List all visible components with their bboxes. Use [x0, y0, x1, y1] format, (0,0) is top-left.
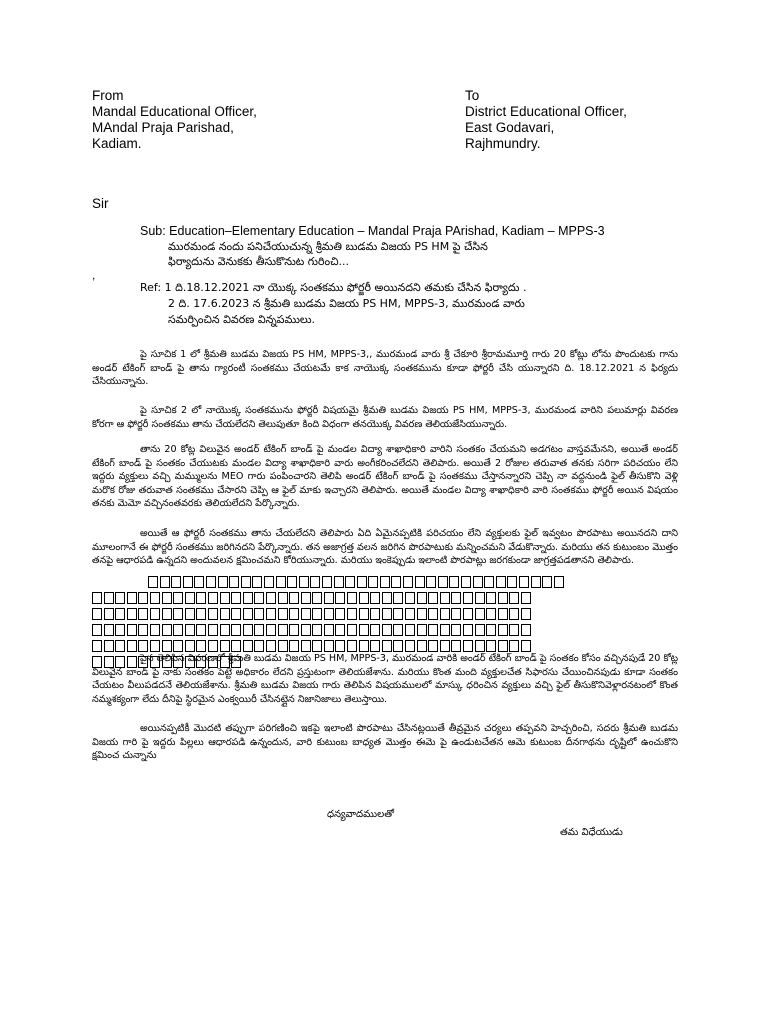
paragraph-1: పై సూచిక 1 లో శ్రీమతి బుడమ విజయ PS HM, MPPS-3,, మురమండ వారు శ్రీ చేకూరి శ్రీరామమూర్తి గారు 20 కోట్లు లోను పొందుటకు గాను అండర్ టేకింగ్ బాండ్ పై తాను గ్యారంటీ సంతకము చేయటమే కాక నాయొక్క సంతకమును కూడా ఫోర్జరీ చేసి యున్నారని ది. 18.12.2021 న ఫిర్యదు చేసియున్నాను.: [92, 349, 678, 387]
missing-glyph-box: [254, 608, 264, 620]
missing-glyph-box: [382, 608, 392, 620]
missing-glyph-box: [162, 592, 172, 604]
missing-glyph-box: [463, 608, 473, 620]
missing-glyph-box: [185, 640, 195, 652]
missing-glyph-box: [150, 640, 160, 652]
missing-glyph-box: [438, 576, 448, 588]
missing-glyph-box: [463, 624, 473, 636]
missing-glyph-box: [183, 576, 193, 588]
missing-glyph-box: [115, 608, 125, 620]
from-label: From: [92, 88, 124, 103]
missing-glyph-box: [229, 576, 239, 588]
missing-glyph-box: [486, 592, 496, 604]
missing-glyph-box: [92, 592, 102, 604]
missing-glyph-box: [463, 640, 473, 652]
missing-glyph-box: [173, 624, 183, 636]
missing-glyph-box: [451, 624, 461, 636]
subject-line-2: మురమండ నందు పనిచేయుచున్న శ్రీమతి బుడమ విజయ PS HM పై చేసిన: [168, 240, 488, 253]
missing-glyph-box: [509, 608, 519, 620]
missing-glyph-box: [148, 576, 158, 588]
salutation: Sir: [92, 196, 109, 211]
missing-glyph-box: [196, 592, 206, 604]
missing-glyph-box: [440, 592, 450, 604]
missing-glyph-box: [312, 624, 322, 636]
missing-glyph-box: [264, 576, 274, 588]
missing-glyph-box: [243, 624, 253, 636]
missing-glyph-box: [231, 624, 241, 636]
missing-glyph-box: [359, 592, 369, 604]
missing-glyph-box: [299, 576, 309, 588]
missing-glyph-box: [475, 640, 485, 652]
missing-glyph-box: [278, 592, 288, 604]
paragraph-5: పైన తెలిపిన వివరణలో శ్రీమతి బుడమ విజయ PS HM, MPPS-3, మురమండ వారికి అండర్ టేకింగ్ బాండ్ పై సంతకం కోసం వచ్చినపుడే 20 కోట్ల విలువైన బాండ్ పై నాకు సంతకం పెట్టె అధికారం లేదని ప్రస్తుటంగా తెలియజేశాను. మరియు కొంత మంది వ్యక్తులచేత సిఫారసు చేయించినపుడు కూడా సంతకం చేయటం వీలుపడదనే తెలియజేశాను. శ్రీమతి బుడమ విజయ గారు తెలిపిన విషయములలో మాస్కు ధరించిన వ్యక్తులు వచ్చి ఫైల్ తీసుకొనివెళ్లారనటంలో కొంత నమ్మశక్యంగా లేదు దీనిపై స్థిరమైన ఎంక్వయిరీ చేసినట్లైన నిజానిజాలు తెలుస్తాయి.: [92, 653, 678, 705]
missing-glyph-box: [278, 640, 288, 652]
missing-glyph-box: [127, 608, 137, 620]
missing-glyph-box: [115, 624, 125, 636]
missing-glyph-box: [475, 592, 485, 604]
missing-glyph-box: [287, 576, 297, 588]
missing-glyph-box: [393, 608, 403, 620]
missing-glyph-box: [449, 576, 459, 588]
missing-glyph-box: [486, 608, 496, 620]
missing-glyph-box: [138, 640, 148, 652]
missing-glyph-box: [104, 592, 114, 604]
missing-glyph-box: [254, 624, 264, 636]
missing-glyph-box: [370, 624, 380, 636]
missing-glyph-box: [370, 640, 380, 652]
missing-glyph-box: [220, 592, 230, 604]
missing-glyph-box: [301, 640, 311, 652]
to-line-1: District Educational Officer,: [465, 104, 627, 119]
subject-line-3: ఫిర్యాదును వెనుకకు తీసుకొనుట గురించి...: [168, 255, 349, 268]
missing-glyph-box: [312, 608, 322, 620]
subject-line-1: Sub: Education–Elementary Education – Mandal Praja PArishad, Kadiam – MPPS-3: [140, 224, 605, 238]
missing-glyph-box: [428, 640, 438, 652]
to-line-3: Rajhmundry.: [465, 136, 541, 151]
missing-glyph-box: [393, 624, 403, 636]
missing-glyph-box: [206, 576, 216, 588]
missing-glyph-box: [531, 576, 541, 588]
missing-glyph-box: [475, 608, 485, 620]
missing-glyph-box: [426, 576, 436, 588]
missing-glyph-box: [301, 624, 311, 636]
missing-glyph-box: [335, 592, 345, 604]
reference-block: [140, 280, 700, 328]
missing-glyph-box: [196, 608, 206, 620]
missing-glyph-box: [104, 640, 114, 652]
missing-glyph-box: [104, 624, 114, 636]
to-address: [465, 88, 627, 152]
missing-glyph-box: [115, 592, 125, 604]
missing-glyph-box: [150, 592, 160, 604]
to-line-2: East Godavari,: [465, 120, 555, 135]
paragraph-4: అయితే ఆ ఫోర్జరీ సంతకము తాను చేయలేదని తెలిపారు ఏది ఏమైనప్పటికి పరిచయం లేని వ్యక్తులకు ఫైల్ ఇవ్వటం పొరపాటు అయినదని దాని మూలంగానే ఈ ఫోర్జరీ సంతకము జరిగినదని పేర్కొన్నారు. తన అజాగ్రత్త వలన జరిగిన పొరపాటుకు మన్నించమని వేడుకొన్నారు. మరియు తన కుటుంబం మొత్తం తనపై ఆధారపడి ఉన్నదని అందువలన క్షమించమని కోరియున్నారు. మరియు ఇంకెప్పుడు ఇలాంటి పొరపాట్లు జరగకుండా జాగ్రత్తపడతానని తెలిపారు.: [92, 528, 678, 566]
missing-glyph-box: [208, 640, 218, 652]
missing-glyph-box: [370, 592, 380, 604]
from-line-3: Kadiam.: [92, 136, 142, 151]
missing-glyph-box: [335, 608, 345, 620]
missing-glyph-box: [405, 640, 415, 652]
missing-glyph-box: [324, 608, 334, 620]
missing-glyph-box: [347, 608, 357, 620]
missing-glyph-row: [92, 592, 678, 608]
missing-glyph-box: [289, 624, 299, 636]
missing-glyph-box: [289, 608, 299, 620]
missing-glyph-box: [92, 608, 102, 620]
missing-glyph-box: [218, 576, 228, 588]
missing-glyph-box: [266, 592, 276, 604]
missing-glyph-box: [347, 640, 357, 652]
missing-glyph-box: [498, 624, 508, 636]
missing-glyph-box: [357, 576, 367, 588]
missing-glyph-box: [160, 576, 170, 588]
missing-glyph-box: [310, 576, 320, 588]
missing-glyph-box: [208, 592, 218, 604]
missing-glyph-box: [92, 624, 102, 636]
missing-glyph-box: [208, 608, 218, 620]
missing-glyph-box: [324, 624, 334, 636]
missing-glyph-box: [417, 592, 427, 604]
missing-glyph-box: [393, 640, 403, 652]
missing-glyph-row: [92, 608, 678, 624]
missing-glyph-box: [335, 624, 345, 636]
missing-glyph-box: [243, 608, 253, 620]
stray-comma: ,: [92, 268, 96, 282]
missing-glyph-box: [347, 624, 357, 636]
missing-glyph-box: [461, 576, 471, 588]
missing-glyph-box: [322, 576, 332, 588]
missing-glyph-box: [473, 576, 483, 588]
missing-glyph-box: [127, 640, 137, 652]
missing-glyph-box: [127, 592, 137, 604]
missing-glyph-box: [347, 592, 357, 604]
missing-glyph-box: [196, 624, 206, 636]
missing-glyph-box: [359, 624, 369, 636]
missing-glyph-box: [335, 640, 345, 652]
missing-glyph-box: [289, 640, 299, 652]
missing-glyph-box: [415, 576, 425, 588]
missing-glyph-box: [359, 608, 369, 620]
missing-glyph-box: [231, 592, 241, 604]
missing-glyph-box: [463, 592, 473, 604]
missing-glyph-box: [266, 640, 276, 652]
missing-glyph-box: [521, 592, 531, 604]
missing-glyph-box: [185, 608, 195, 620]
missing-glyph-box: [220, 608, 230, 620]
missing-glyph-box: [150, 608, 160, 620]
missing-glyph-box: [220, 640, 230, 652]
missing-glyph-box: [301, 592, 311, 604]
missing-glyph-box: [196, 640, 206, 652]
reference-line-1: Ref: 1 ది.18.12.2021 నా యొక్క సంతకము ఫోర్జరీ అయినదని తమకు చేసిన ఫిర్యాదు .: [140, 281, 527, 294]
missing-glyph-box: [509, 624, 519, 636]
missing-glyph-box: [521, 608, 531, 620]
missing-glyph-box: [138, 624, 148, 636]
missing-glyph-box: [498, 640, 508, 652]
missing-glyph-box: [231, 640, 241, 652]
missing-glyph-box: [382, 624, 392, 636]
missing-glyph-box: [243, 592, 253, 604]
missing-glyph-box: [324, 640, 334, 652]
missing-glyph-box: [417, 624, 427, 636]
missing-glyph-box: [391, 576, 401, 588]
missing-glyph-box: [509, 640, 519, 652]
paragraph-2: పై సూచిక 2 లో నాయొక్క సంతకమును ఫోర్జరీ విషయమై శ్రీమతి బుడమ విజయ PS HM, MPPS-3, మురమండ వారిని పలుమార్లు వివరణ కోరగా ఆ ఫోర్జరీ సంతకము తాను చేయలేదని తెలుపుతూ కింది విధంగా తనయొక్క వివరణ తెలియజేసియున్నారు.: [92, 405, 678, 430]
missing-glyph-box: [428, 624, 438, 636]
missing-glyph-box: [252, 576, 262, 588]
from-address: [92, 88, 257, 152]
missing-glyph-box: [231, 608, 241, 620]
missing-glyph-box: [208, 624, 218, 636]
missing-glyph-box: [554, 576, 564, 588]
missing-glyph-box: [162, 640, 172, 652]
missing-glyph-box: [162, 624, 172, 636]
missing-glyph-box: [370, 608, 380, 620]
missing-glyph-box: [393, 592, 403, 604]
missing-glyph-box: [428, 592, 438, 604]
missing-glyph-box: [405, 608, 415, 620]
missing-glyph-box: [289, 592, 299, 604]
missing-glyph-box: [138, 608, 148, 620]
missing-glyph-box: [173, 640, 183, 652]
missing-glyph-box: [486, 640, 496, 652]
missing-glyph-box: [484, 576, 494, 588]
to-label: To: [465, 88, 480, 103]
missing-glyph-box: [185, 592, 195, 604]
missing-glyph-box: [173, 592, 183, 604]
missing-glyph-row: [92, 624, 678, 640]
missing-glyph-box: [171, 576, 181, 588]
missing-glyph-box: [498, 608, 508, 620]
missing-glyph-box: [173, 608, 183, 620]
missing-glyph-box: [498, 592, 508, 604]
missing-glyph-box: [312, 592, 322, 604]
missing-glyph-box: [417, 640, 427, 652]
missing-glyph-row: [92, 576, 678, 592]
missing-glyph-box: [359, 640, 369, 652]
missing-glyph-box: [440, 640, 450, 652]
missing-glyph-box: [486, 624, 496, 636]
missing-glyph-box: [521, 640, 531, 652]
paragraph-6: అయినప్పటికీ మొదటి తప్పుగా పరిగణించి ఇకపై ఇలాంటి పొరపాటు చేసినట్లయితే తీవ్రమైన చర్యలు తప్పవని హెచ్చరించి, సదరు శ్రీమతి బుడమ విజయ గారి పై ఇద్దరు పిల్లలు ఆధారపడి ఉన్నందున, వారి కుటుంబ బాధ్యత మొత్తం ఈమె పై ఉండుటచేతన ఆమె కుటుంబ దీనగాథను దృష్టిలో ఉంచుకొని క్షమించ చున్నాను: [92, 723, 678, 761]
missing-glyph-box: [150, 624, 160, 636]
missing-glyph-box: [276, 576, 286, 588]
missing-glyph-box: [496, 576, 506, 588]
missing-glyph-box: [542, 576, 552, 588]
missing-glyph-box: [254, 640, 264, 652]
missing-glyph-box: [138, 592, 148, 604]
missing-glyph-box: [278, 608, 288, 620]
subject-block: [140, 224, 700, 269]
missing-glyph-box: [428, 608, 438, 620]
missing-glyph-box: [403, 576, 413, 588]
missing-glyph-box: [475, 624, 485, 636]
missing-glyph-box: [451, 640, 461, 652]
missing-glyph-box: [266, 608, 276, 620]
missing-glyph-box: [266, 624, 276, 636]
missing-glyph-box: [185, 624, 195, 636]
missing-glyph-box: [241, 576, 251, 588]
missing-glyph-box: [115, 640, 125, 652]
reference-line-2: 2 ది. 17.6.2023 న శ్రీమతి బుడమ విజయ PS HM, MPPS-3, మురమండ వారు: [168, 297, 525, 310]
missing-glyph-box: [405, 592, 415, 604]
missing-glyph-box: [440, 624, 450, 636]
missing-glyph-box: [301, 608, 311, 620]
missing-glyph-box: [243, 640, 253, 652]
missing-glyph-box: [254, 592, 264, 604]
missing-glyph-box: [451, 608, 461, 620]
closing-signoff: తమ విధేయుడు: [560, 827, 623, 838]
missing-glyph-box: [440, 608, 450, 620]
missing-glyph-box: [345, 576, 355, 588]
reference-line-3: సమర్పించిన వివరణ విన్నపములు.: [168, 313, 316, 326]
missing-glyph-box: [312, 640, 322, 652]
missing-glyph-box: [521, 624, 531, 636]
closing-thanks: ధన్యవాదములతో: [327, 809, 394, 820]
missing-glyph-box: [380, 576, 390, 588]
missing-glyph-box: [194, 576, 204, 588]
missing-glyph-box: [507, 576, 517, 588]
missing-glyph-box: [417, 608, 427, 620]
missing-glyph-box: [92, 640, 102, 652]
from-line-1: Mandal Educational Officer,: [92, 104, 257, 119]
missing-glyph-box: [334, 576, 344, 588]
missing-glyph-box: [104, 608, 114, 620]
missing-glyph-box: [382, 592, 392, 604]
missing-glyph-box: [451, 592, 461, 604]
from-line-2: MAndal Praja Parishad,: [92, 120, 234, 135]
missing-glyph-box: [405, 624, 415, 636]
missing-glyph-box: [368, 576, 378, 588]
missing-glyph-box: [519, 576, 529, 588]
paragraph-3: తాను 20 కోట్ల విలువైన అండర్ టేకింగ్ బాండ్ పై మండల విద్యా శాఖాధికారి వారిని సంతకం చేయమని అడగటం వాస్తవమేనని, అయితే అండర్ టేకింగ్ బాండ్ పై సంతకం చేయుటకు మండల విద్యా శాఖాధికారి వారు అంగీకరించలేదని తెలిపారు. అయితే 2 రోజుల తరువాత తనకు సరిగా పరిచయం లేని ఇద్దరు వ్యక్తులు వచ్చి మమ్ములను MEO గారు పంపించారని తెలిపి అండర్ టేకింగ్ బాండ్ పై సంతకము చేస్తానన్నారని చెప్పి నా వద్దనుండి ఫైల్ తీసుకొని వెళ్లి మరొక రోజు తరువాత సంతకము చేసారని చెప్పి ఆ ఫైల్ మాకు ఇచ్చారని తెలిపారు. అయితే మండల విద్యా శాఖాధికారి వారి సంతకము ఫోర్జరీ అయిన విషయం తనకు మెమో వచ్చినంతవరకు తెలియలేదని పేర్కొన్నారు.: [92, 444, 679, 509]
missing-glyph-box: [278, 624, 288, 636]
missing-glyph-box: [324, 592, 334, 604]
missing-glyph-box: [509, 592, 519, 604]
missing-glyph-box: [220, 624, 230, 636]
missing-glyph-box: [127, 624, 137, 636]
missing-glyph-box: [162, 608, 172, 620]
missing-glyph-box: [382, 640, 392, 652]
